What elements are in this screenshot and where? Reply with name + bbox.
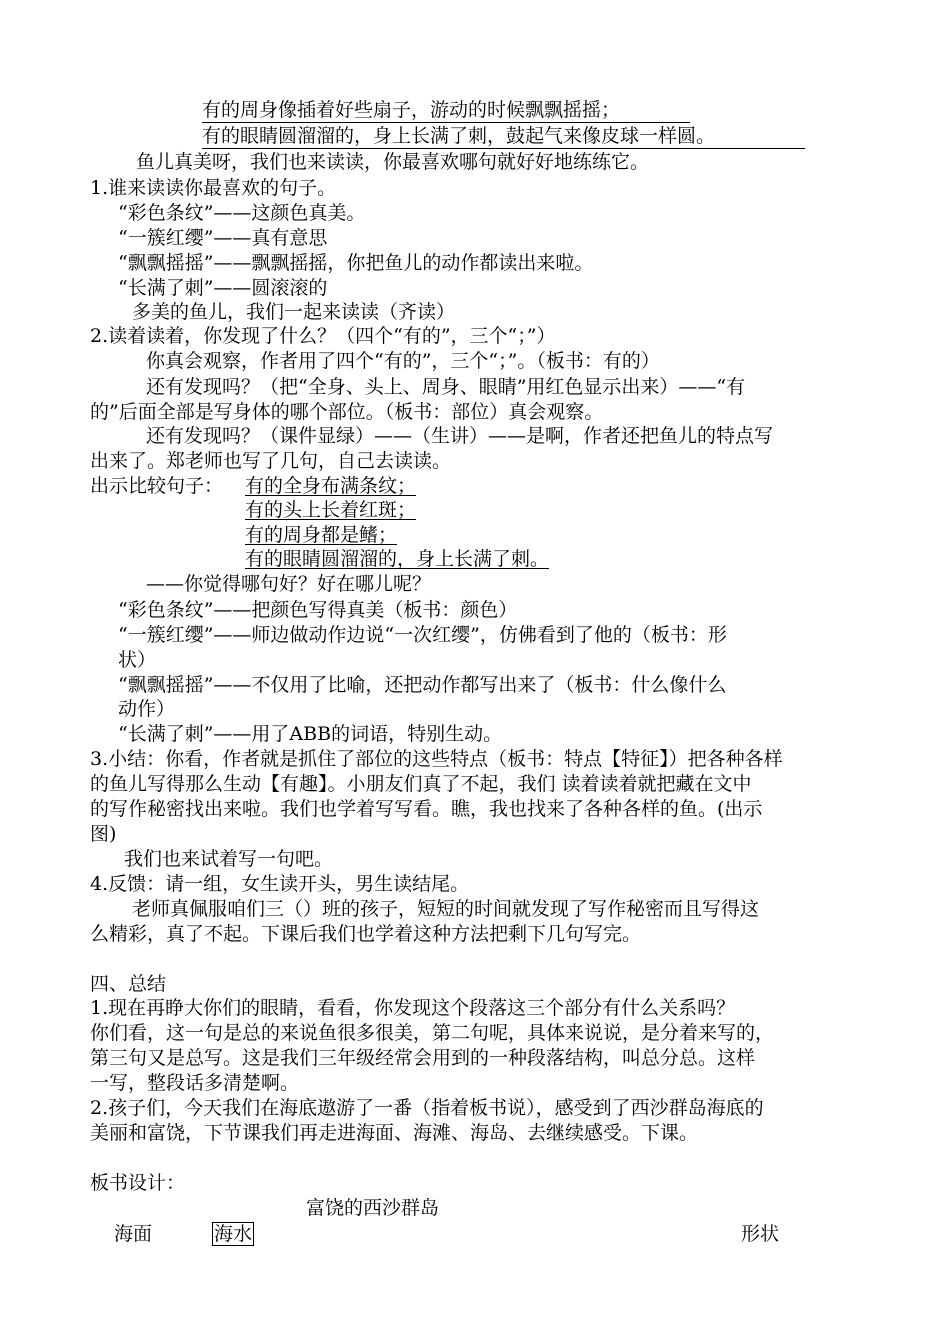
text-line: 第三句又是总写。这是我们三年级经常会用到的一种段落结构，叫总分总。这样 xyxy=(90,1047,756,1069)
text-line: “一簇红缨”——师边做动作边说“一次红缨”，仿佛看到了他的（板书：形 xyxy=(118,624,727,646)
text-line: 的鱼儿写得那么生动【有趣】。小朋友们真了不起，我们 读着读着就把藏在文中 xyxy=(90,773,752,795)
text-line: 2.孩子们，今天我们在海底遨游了一番（指着板书说），感受到了西沙群岛海底的 xyxy=(90,1097,764,1119)
board-design-label: 板书设计： xyxy=(90,1172,186,1194)
text-line: 1.现在再睁大你们的眼睛，看看，你发现这个段落这三个部分有什么关系吗？ xyxy=(90,997,736,1019)
text-line: 你们看，这一句是总的来说鱼很多很美，第二句呢，具体来说说，是分着来写的， xyxy=(90,1022,775,1044)
text-line: ——你觉得哪句好？好在哪儿呢？ xyxy=(146,573,432,595)
text-line: “飘飘摇摇”——飘飘摇摇，你把鱼儿的动作都读出来啦。 xyxy=(118,252,594,274)
text-line: “彩色条纹”——把颜色写得真美（板书：颜色） xyxy=(118,599,518,621)
board-title: 富饶的西沙群岛 xyxy=(306,1197,440,1219)
text-line: 出来了。郑老师也写了几句，自己去读读。 xyxy=(90,450,452,472)
text-line: “彩色条纹”——这颜色真美。 xyxy=(118,202,366,224)
text-line: 你真会观察，作者用了四个“有的”，三个“；”。（板书：有的） xyxy=(146,350,660,372)
text-line: 鱼儿真美呀，我们也来读读，你最喜欢哪句就好好地练练它。 xyxy=(136,151,650,173)
boxed-term: 海水 xyxy=(214,1223,253,1245)
text-line: 状） xyxy=(118,649,157,671)
comparison-sentence: 有的眼睛圆溜溜的，身上长满了刺。 xyxy=(245,548,550,570)
text-line: “长满了刺”——圆滚滚的 xyxy=(118,277,328,299)
text-line: “飘飘摇摇”——不仅用了比喻，还把动作都写出来了（板书：什么像什么 xyxy=(118,674,727,696)
text-line: 的写作秘密找出来啦。我们也学着写写看。瞧，我也找来了各种各样的鱼。(出示 xyxy=(90,798,763,820)
quote-line: 有的眼睛圆溜溜的，身上长满了刺，鼓起气来像皮球一样圆。 xyxy=(202,125,716,147)
text-line: 3.小结：你看，作者就是抓住了部位的这些特点（板书：特点【特征】）把各种各样 xyxy=(90,748,783,770)
underline-rule xyxy=(202,148,805,149)
text-line: 还有发现吗？（课件显绿）——（生讲）——是啊，作者还把鱼儿的特点写 xyxy=(146,425,774,447)
text-line: “长满了刺”——用了ABB的词语，特别生动。 xyxy=(118,723,503,745)
text-line: 的”后面全部是写身体的哪个部位。（板书：部位）真会观察。 xyxy=(90,401,604,423)
underline-rule xyxy=(202,122,690,123)
comparison-sentence: 有的周身都是鳍； xyxy=(245,524,398,546)
text-line: 美丽和富饶，下节课我们再走进海面、海滩、海岛、去继续感受。下课。 xyxy=(90,1122,699,1144)
comparison-sentence: 有的头上长着红斑； xyxy=(245,499,417,521)
text-line: 还有发现吗？（把“全身、头上、周身、眼睛”用红色显示出来）——“有 xyxy=(146,376,746,398)
text-line: 1.谁来读读你最喜欢的句子。 xyxy=(90,177,337,199)
text-line: 2.读着读着，你发现了什么？（四个“有的”，三个“；”） xyxy=(90,325,556,347)
text-line: 出示比较句子： xyxy=(90,475,224,497)
text-line: 一写，整段话多清楚啊。 xyxy=(90,1072,300,1094)
text-line: “一簇红缨”——真有意思 xyxy=(118,227,328,249)
board-item-shape: 形状 xyxy=(741,1223,780,1245)
quote-line: 有的周身像插着好些扇子，游动的时候飘飘摇摇； xyxy=(202,99,621,121)
text-line: 么精彩，真了不起。下课后我们也学着这种方法把剩下几句写完。 xyxy=(90,923,642,945)
text-line: 多美的鱼儿，我们一起来读读（齐读） xyxy=(132,301,456,323)
text-line: 4.反馈：请一组，女生读开头，男生读结尾。 xyxy=(90,873,470,895)
text-line: 动作） xyxy=(118,698,176,720)
section-heading: 四、总结 xyxy=(90,973,167,995)
text-line: 我们也来试着写一句吧。 xyxy=(124,848,334,870)
board-item-sea-water xyxy=(212,1222,254,1246)
board-item-sea-surface: 海面 xyxy=(114,1223,153,1245)
comparison-sentence: 有的全身布满条纹； xyxy=(245,475,417,497)
text-line: 图) xyxy=(90,823,117,845)
text-line: 老师真佩服咱们三（）班的孩子，短短的时间就发现了写作秘密而且写得这 xyxy=(132,898,760,920)
